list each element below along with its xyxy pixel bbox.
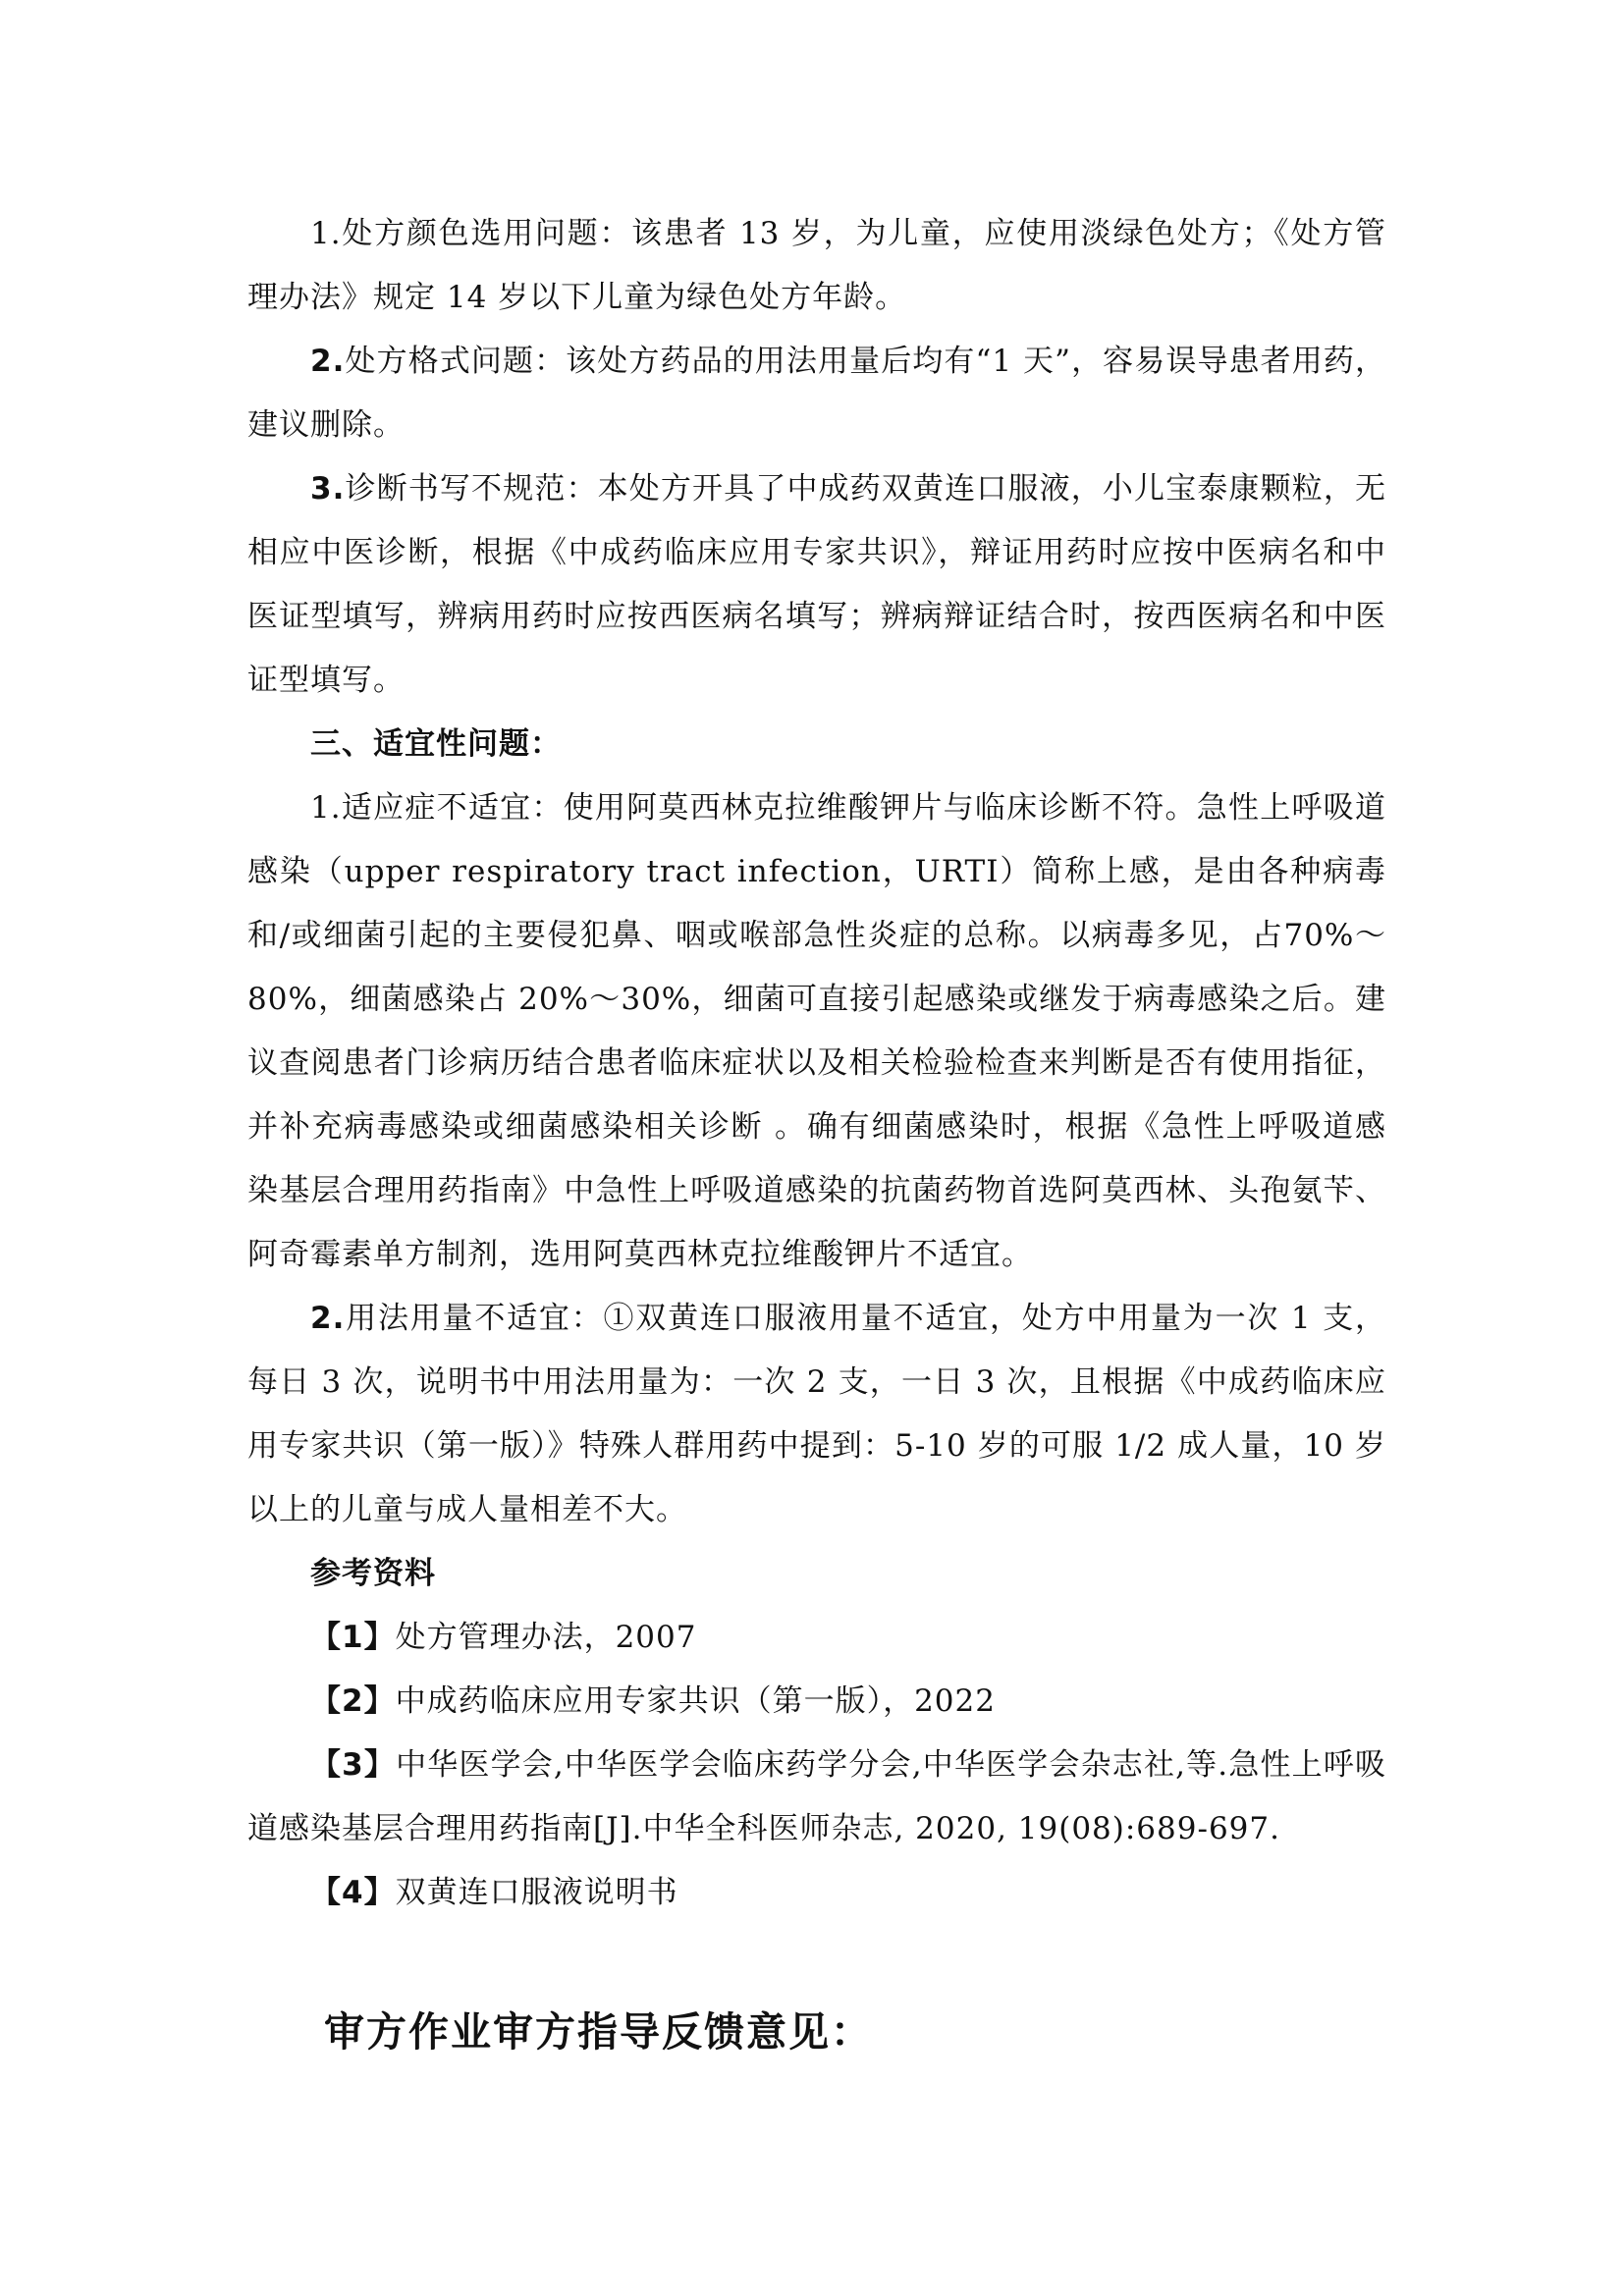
paragraph-diagnosis-writing [247, 457, 1386, 713]
reference-mark: 【2】 [310, 1683, 396, 1719]
paragraph-text: 诊断书写不规范：本处方开具了中成药双黄连口服液，小儿宝泰康颗粒，无相应中医诊断，根据《中成药临床应用专家共识》，辩证用药时应按中医病名和中医证型填写，辨病用药时应按西医病名填写；辨病辩证结合时，按西医病名和中医证型填写。 [247, 471, 1386, 698]
reference-item-4 [247, 1861, 1386, 1925]
reference-text: 中成药临床应用专家共识（第一版），2022 [395, 1683, 996, 1719]
section-heading-appropriateness: 三、适宜性问题： [310, 726, 562, 762]
reference-item-2 [247, 1670, 1386, 1734]
reference-mark: 【3】 [310, 1747, 397, 1783]
paragraph-text: 用法用量不适宜：①双黄连口服液用量不适宜，处方中用量为一次 1 支，每日 3 次，说明书中用法用量为：一次 2 支，一日 3 次，且根据《中成药临床应用专家共识（第一版）》特殊人群用药中提到：5-10 岁的可服 1/2 成人量，10 岁以上的儿童与成人量相差不大。 [247, 1301, 1386, 1527]
reference-mark: 【1】 [310, 1620, 396, 1655]
paragraph-prescription-color [247, 202, 1386, 330]
references-heading: 参考资料 [310, 1556, 436, 1591]
paragraph-text: 处方颜色选用问题：该患者 13 岁，为儿童，应使用淡绿色处方；《处方管理办法》规定 14 岁以下儿童为绿色处方年龄。 [247, 216, 1386, 315]
paragraph-number: 3. [310, 471, 346, 507]
document-body [247, 202, 1386, 1925]
reference-mark: 【4】 [310, 1875, 396, 1910]
reference-item-3 [247, 1734, 1386, 1861]
paragraph-text: 处方格式问题：该处方药品的用法用量后均有“1 天”，容易误导患者用药，建议删除。 [247, 344, 1386, 443]
paragraph-indication [247, 776, 1386, 1287]
paragraph-text: 适应症不适宜：使用阿莫西林克拉维酸钾片与临床诊断不符。急性上呼吸道感染（upper respiratory tract infection，URTI）简称上感，是由各种病毒和/或细菌引起的主要侵犯鼻、咽或喉部急性炎症的总称。以病毒多见，占70%～80%，细菌感染占 20%～30%，细菌可直接引起感染或继发于病毒感染之后。建议查阅患者门诊病历结合患者临床症状以及相关检验检查来判断是否有使用指征，并补充病毒感染或细菌感染相关诊断 。确有细菌感染时，根据《急性上呼吸道感染基层合理用药指南》中急性上呼吸道感染的抗菌药物首选阿莫西林、头孢氨苄、阿奇霉素单方制剂，选用阿莫西林克拉维酸钾片不适宜。 [247, 790, 1386, 1272]
reference-item-1 [247, 1606, 1386, 1670]
paragraph-number: 1. [310, 216, 342, 251]
paragraph-number: 2. [310, 344, 346, 379]
reference-text: 双黄连口服液说明书 [395, 1875, 678, 1910]
paragraph-number: 2. [310, 1301, 346, 1336]
paragraph-prescription-format [247, 330, 1386, 457]
paragraph-dosage [247, 1287, 1386, 1542]
reference-text: 中华医学会,中华医学会临床药学分会,中华医学会杂志社,等.急性上呼吸道感染基层合理用药指南[J].中华全科医师杂志, 2020, 19(08):689-697. [247, 1747, 1386, 1846]
paragraph-number: 1. [310, 790, 342, 826]
reference-text: 处方管理办法，2007 [395, 1620, 697, 1655]
feedback-title: 审方作业审方指导反馈意见： [324, 2008, 873, 2056]
